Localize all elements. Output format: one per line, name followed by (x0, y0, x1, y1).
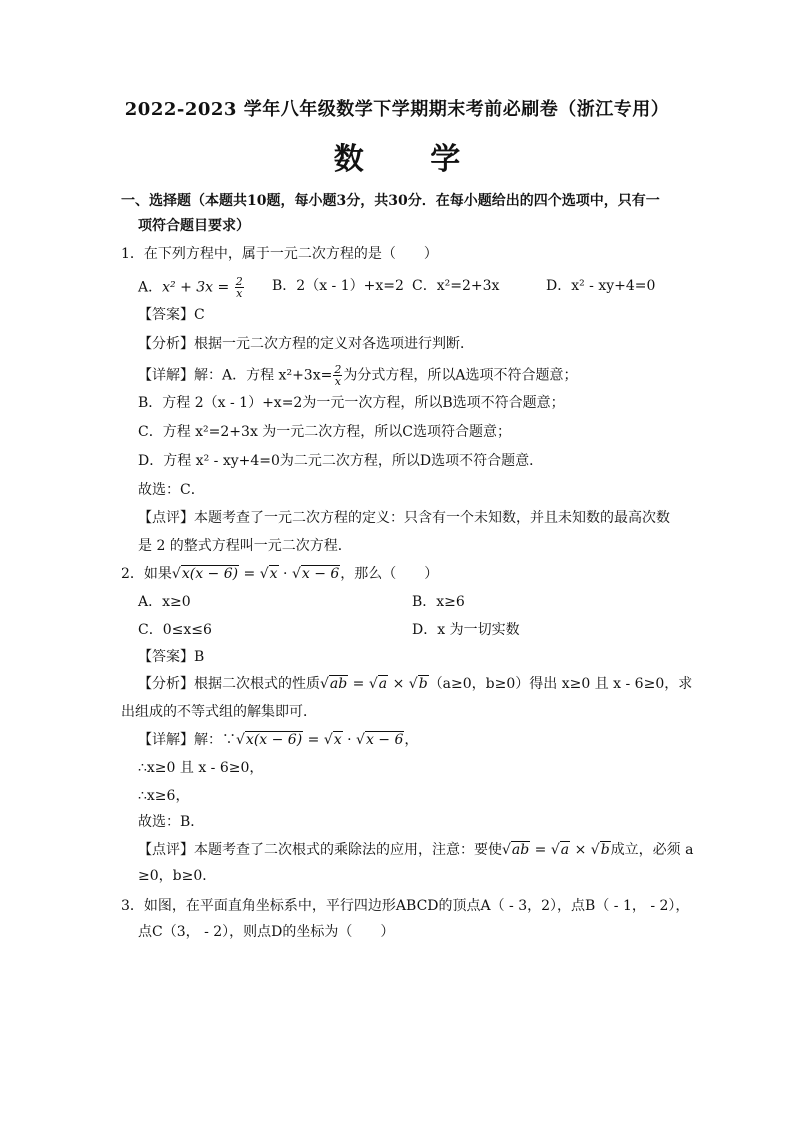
times-operator: × (570, 842, 591, 858)
question-2-analysis-cont: 出组成的不等式组的解集即可． (121, 704, 317, 720)
question-1-option-c: C．x²=2+3x (412, 278, 500, 294)
question-1-answer: 【答案】C (138, 307, 205, 323)
question-2-choice: 故选：B． (138, 814, 205, 830)
fraction-numerator: 2 (235, 275, 243, 288)
analysis-pre: 【分析】根据二次根式的性质 (138, 676, 320, 692)
question-2-stem (121, 564, 438, 584)
detail-a-post: 为分式方程，所以A选项不符合题意； (343, 367, 578, 384)
option-a-prefix: A． (138, 279, 163, 296)
question-2-answer: 【答案】B (138, 649, 205, 665)
sqrt-expression: √ab (502, 842, 530, 858)
equals-sign: = (303, 732, 324, 748)
sqrt-expression: √a (550, 842, 570, 858)
radicand: a (560, 842, 570, 858)
sqrt-expression: √x − 6 (291, 566, 340, 582)
question-1-comment-cont: 是 2 的整式方程叫一元二次方程． (138, 538, 352, 554)
radicand: ab (329, 676, 348, 692)
stem-post: ，那么（ ） (340, 566, 439, 582)
question-1-option-d: D．x² - xy+4=0 (546, 278, 656, 294)
question-2-option-b: B．x≥6 (412, 594, 465, 610)
sqrt-expression: √x(x − 6) (236, 732, 303, 748)
question-1-option-a (138, 276, 245, 299)
question-2-detail (138, 730, 418, 750)
option-a-fraction (235, 276, 244, 299)
question-2-step-2: ∴x≥6， (138, 788, 190, 804)
radicand: ab (511, 842, 530, 858)
question-2-option-a: A．x≥0 (138, 594, 191, 610)
radicand: x(x − 6) (181, 566, 239, 582)
sqrt-expression: √b (590, 842, 610, 858)
comment-post: 成立，必须 a (610, 842, 694, 858)
question-1-comment: 【点评】本题考查了一元二次方程的定义：只含有一个未知数，并且未知数的最高次数 (138, 510, 670, 526)
sqrt-expression: √x (259, 566, 278, 582)
question-1-choice: 故选：C． (138, 482, 205, 498)
question-1-analysis: 【分析】根据一元二次方程的定义对各选项进行判断． (138, 336, 474, 352)
question-1-option-b: B．2（x - 1）+x=2 (272, 278, 404, 294)
radicand: x − 6 (301, 566, 340, 582)
fraction-denominator: x (334, 375, 341, 388)
radicand: x (269, 566, 278, 582)
equals-sign: = (530, 842, 551, 858)
sqrt-expression: √x (323, 732, 342, 748)
question-2-option-d: D．x 为一切实数 (412, 622, 520, 638)
question-1-detail-b: B．方程 2（x - 1）+x=2为一元一次方程，所以B选项不符合题意； (138, 395, 565, 411)
radicand: x (333, 732, 342, 748)
detail-a-pre: 【详解】解：A．方程 x²+3x= (138, 367, 333, 384)
detail-a-fraction (333, 364, 342, 387)
times-operator: × (388, 676, 409, 692)
radicand: x − 6 (365, 732, 404, 748)
analysis-post: （a≥0，b≥0）得出 x≥0 且 x - 6≥0，求 (428, 676, 693, 692)
sqrt-expression: √x(x − 6) (171, 566, 239, 582)
sqrt-expression: √a (368, 676, 388, 692)
question-2-step-1: ∴x≥0 且 x - 6≥0， (138, 760, 264, 776)
stem-pre: 2．如果 (121, 566, 172, 582)
sqrt-expression: √x − 6 (356, 732, 404, 748)
question-2-comment (138, 840, 693, 860)
option-a-math: x² + 3x = (162, 279, 234, 296)
dot-operator: · (342, 732, 357, 748)
question-2-analysis (138, 674, 692, 694)
question-1-detail-d: D．方程 x² - xy+4=0为二元二次方程，所以D选项不符合题意． (138, 453, 544, 469)
detail-pre: 【详解】解：∵ (138, 732, 236, 748)
question-1-stem: 1．在下列方程中，属于一元二次方程的是（ ） (121, 246, 438, 262)
question-3-stem: 3．如图，在平面直角坐标系中，平行四边形ABCD的顶点A（ - 3，2），点B（ - 1， - 2）， (121, 898, 690, 914)
radicand: b (600, 842, 610, 858)
equals-sign: = (239, 566, 260, 582)
dot-operator: · (278, 566, 292, 582)
question-3-stem-cont: 点C（3， - 2），则点D的坐标为（ ） (138, 924, 395, 940)
section-heading-cont: 项符合题目要求） (138, 218, 250, 234)
radicand: a (378, 676, 388, 692)
fraction-numerator: 2 (334, 363, 342, 376)
sqrt-expression: √ab (320, 676, 348, 692)
equals-sign: = (348, 676, 369, 692)
question-1-detail-c: C．方程 x²=2+3x 为一元二次方程，所以C选项符合题意； (138, 424, 512, 440)
fraction-denominator: x (236, 287, 243, 300)
question-2-comment-cont: ≥0，b≥0． (138, 868, 217, 884)
question-1-detail-a (138, 364, 577, 387)
comment-pre: 【点评】本题考查了二次根式的乘除法的应用，注意：要使 (138, 842, 502, 858)
detail-post: ， (404, 732, 419, 748)
section-heading: 一、选择题（本题共10题，每小题3分，共30分．在每小题给出的四个选项中，只有一 (121, 193, 660, 209)
radicand: b (418, 676, 428, 692)
subject-heading: 数 学 (333, 142, 489, 177)
radicand: x(x − 6) (245, 732, 303, 748)
sqrt-expression: √b (408, 676, 428, 692)
page-title: 2022-2023 学年八年级数学下学期期末考前必刷卷（浙江专用） (124, 99, 670, 120)
question-2-option-c: C．0≤x≤6 (138, 622, 212, 638)
